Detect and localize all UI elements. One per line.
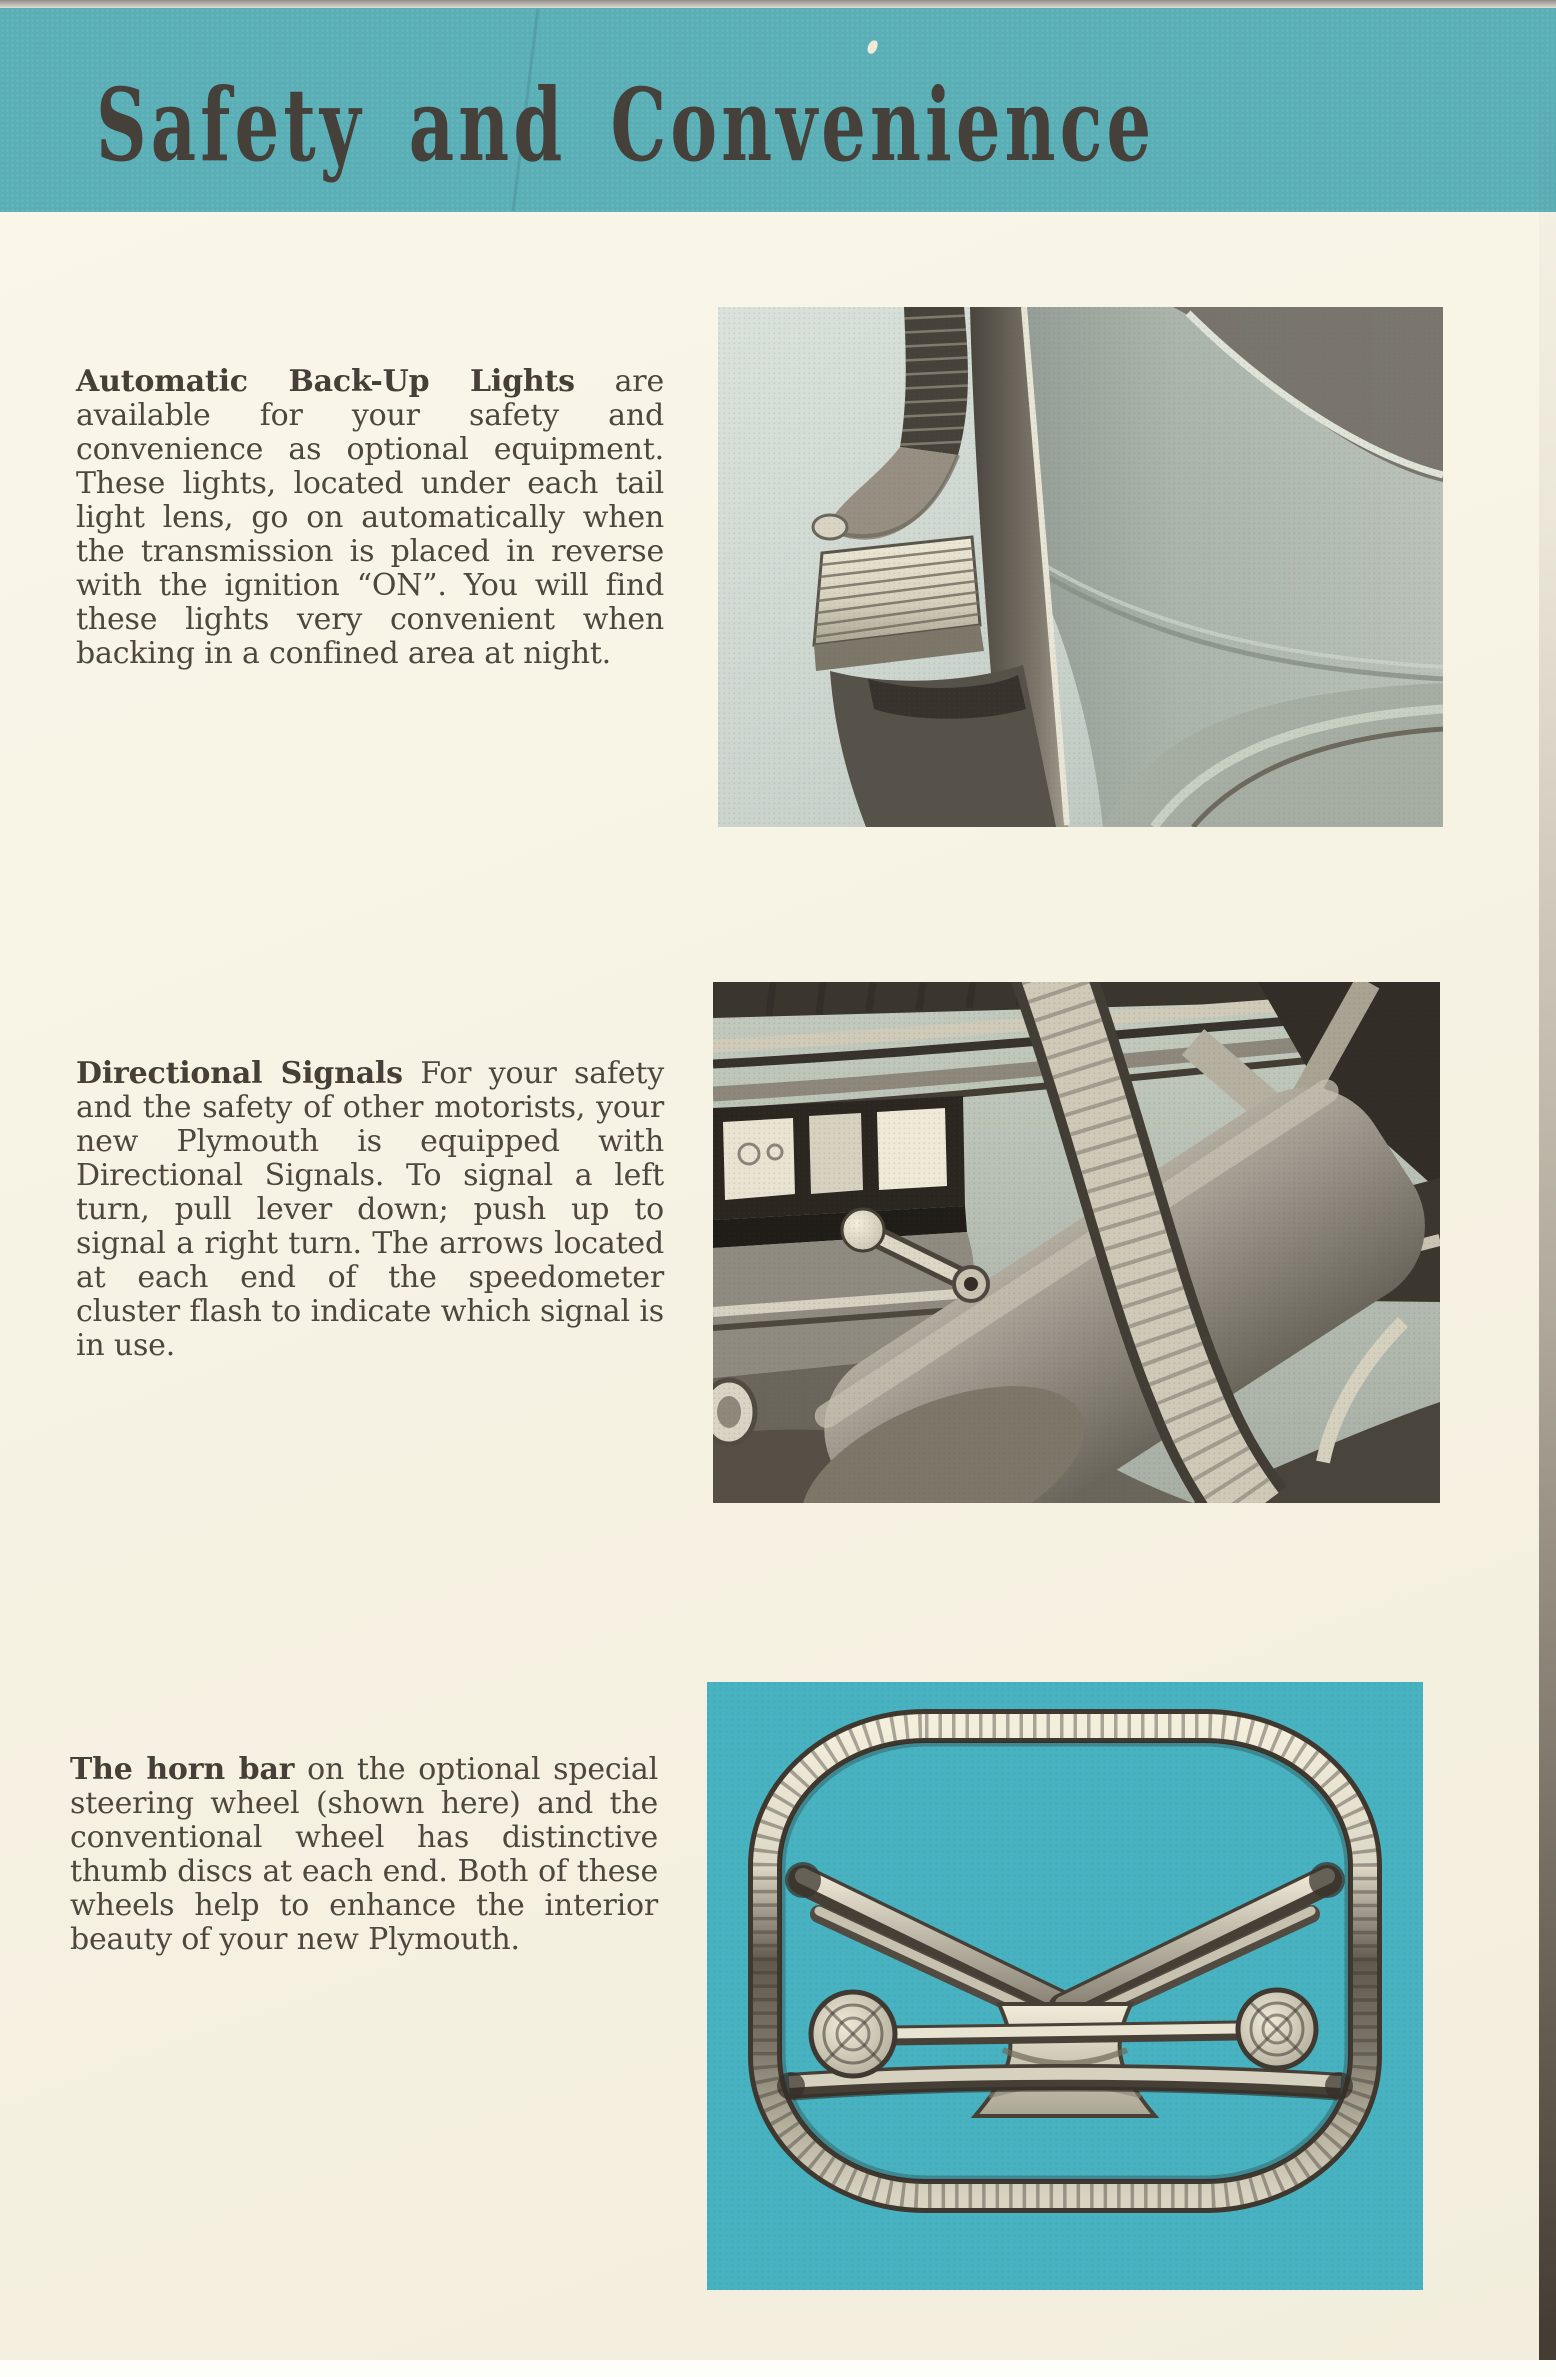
page-title: Safety and Convenience: [96, 66, 1156, 184]
paper-speck: [866, 39, 879, 55]
paragraph-lead-backup-lights: Automatic Back-Up Lights: [76, 364, 575, 399]
signal-lever-illustration: [713, 982, 1440, 1503]
page-header-banner: [0, 8, 1556, 212]
paragraph-text-backup-lights: are available for your safety and convenience as optional equipment. These lights, located under each tail light lens, go on automatically when the transmission is placed in reverse with the ignition “ON”. You will find these lights very convenient when backing in a confined area at night.: [76, 364, 665, 671]
rear-fin-backup-light-photo: [718, 307, 1443, 827]
paragraph-text-horn-bar: on the optional special steering wheel (shown here) and the conventional wheel has distinctive thumb discs at each end. Both of these wheels help to enhance the interior beauty of your new Plymouth.: [70, 1752, 658, 1957]
paragraph-lead-directional-signals: Directional Signals: [76, 1056, 403, 1091]
steering-column-signal-lever-photo: [713, 982, 1440, 1503]
scan-edge-right: [1539, 0, 1556, 2377]
paragraph-backup-lights: [76, 365, 664, 671]
paragraph-text-directional-signals: For your safety and the safety of other motorists, your new Plymouth is equipped with Directional Signals. To signal a left turn, pull lever down; push up to signal a right turn. The arrows located at each end of the speedometer cluster flash to indicate which signal is in use.: [76, 1056, 664, 1363]
scan-edge-top: [0, 0, 1556, 8]
horn-bar-steering-wheel-photo: [707, 1682, 1423, 2290]
horn-bar-illustration: [707, 1682, 1423, 2290]
backup-light-illustration: [718, 307, 1443, 827]
scan-edge-bottom: [0, 2360, 1556, 2377]
paragraph-horn-bar: [70, 1753, 658, 1957]
paragraph-directional-signals: [76, 1057, 664, 1363]
paragraph-lead-horn-bar: The horn bar: [70, 1752, 295, 1787]
